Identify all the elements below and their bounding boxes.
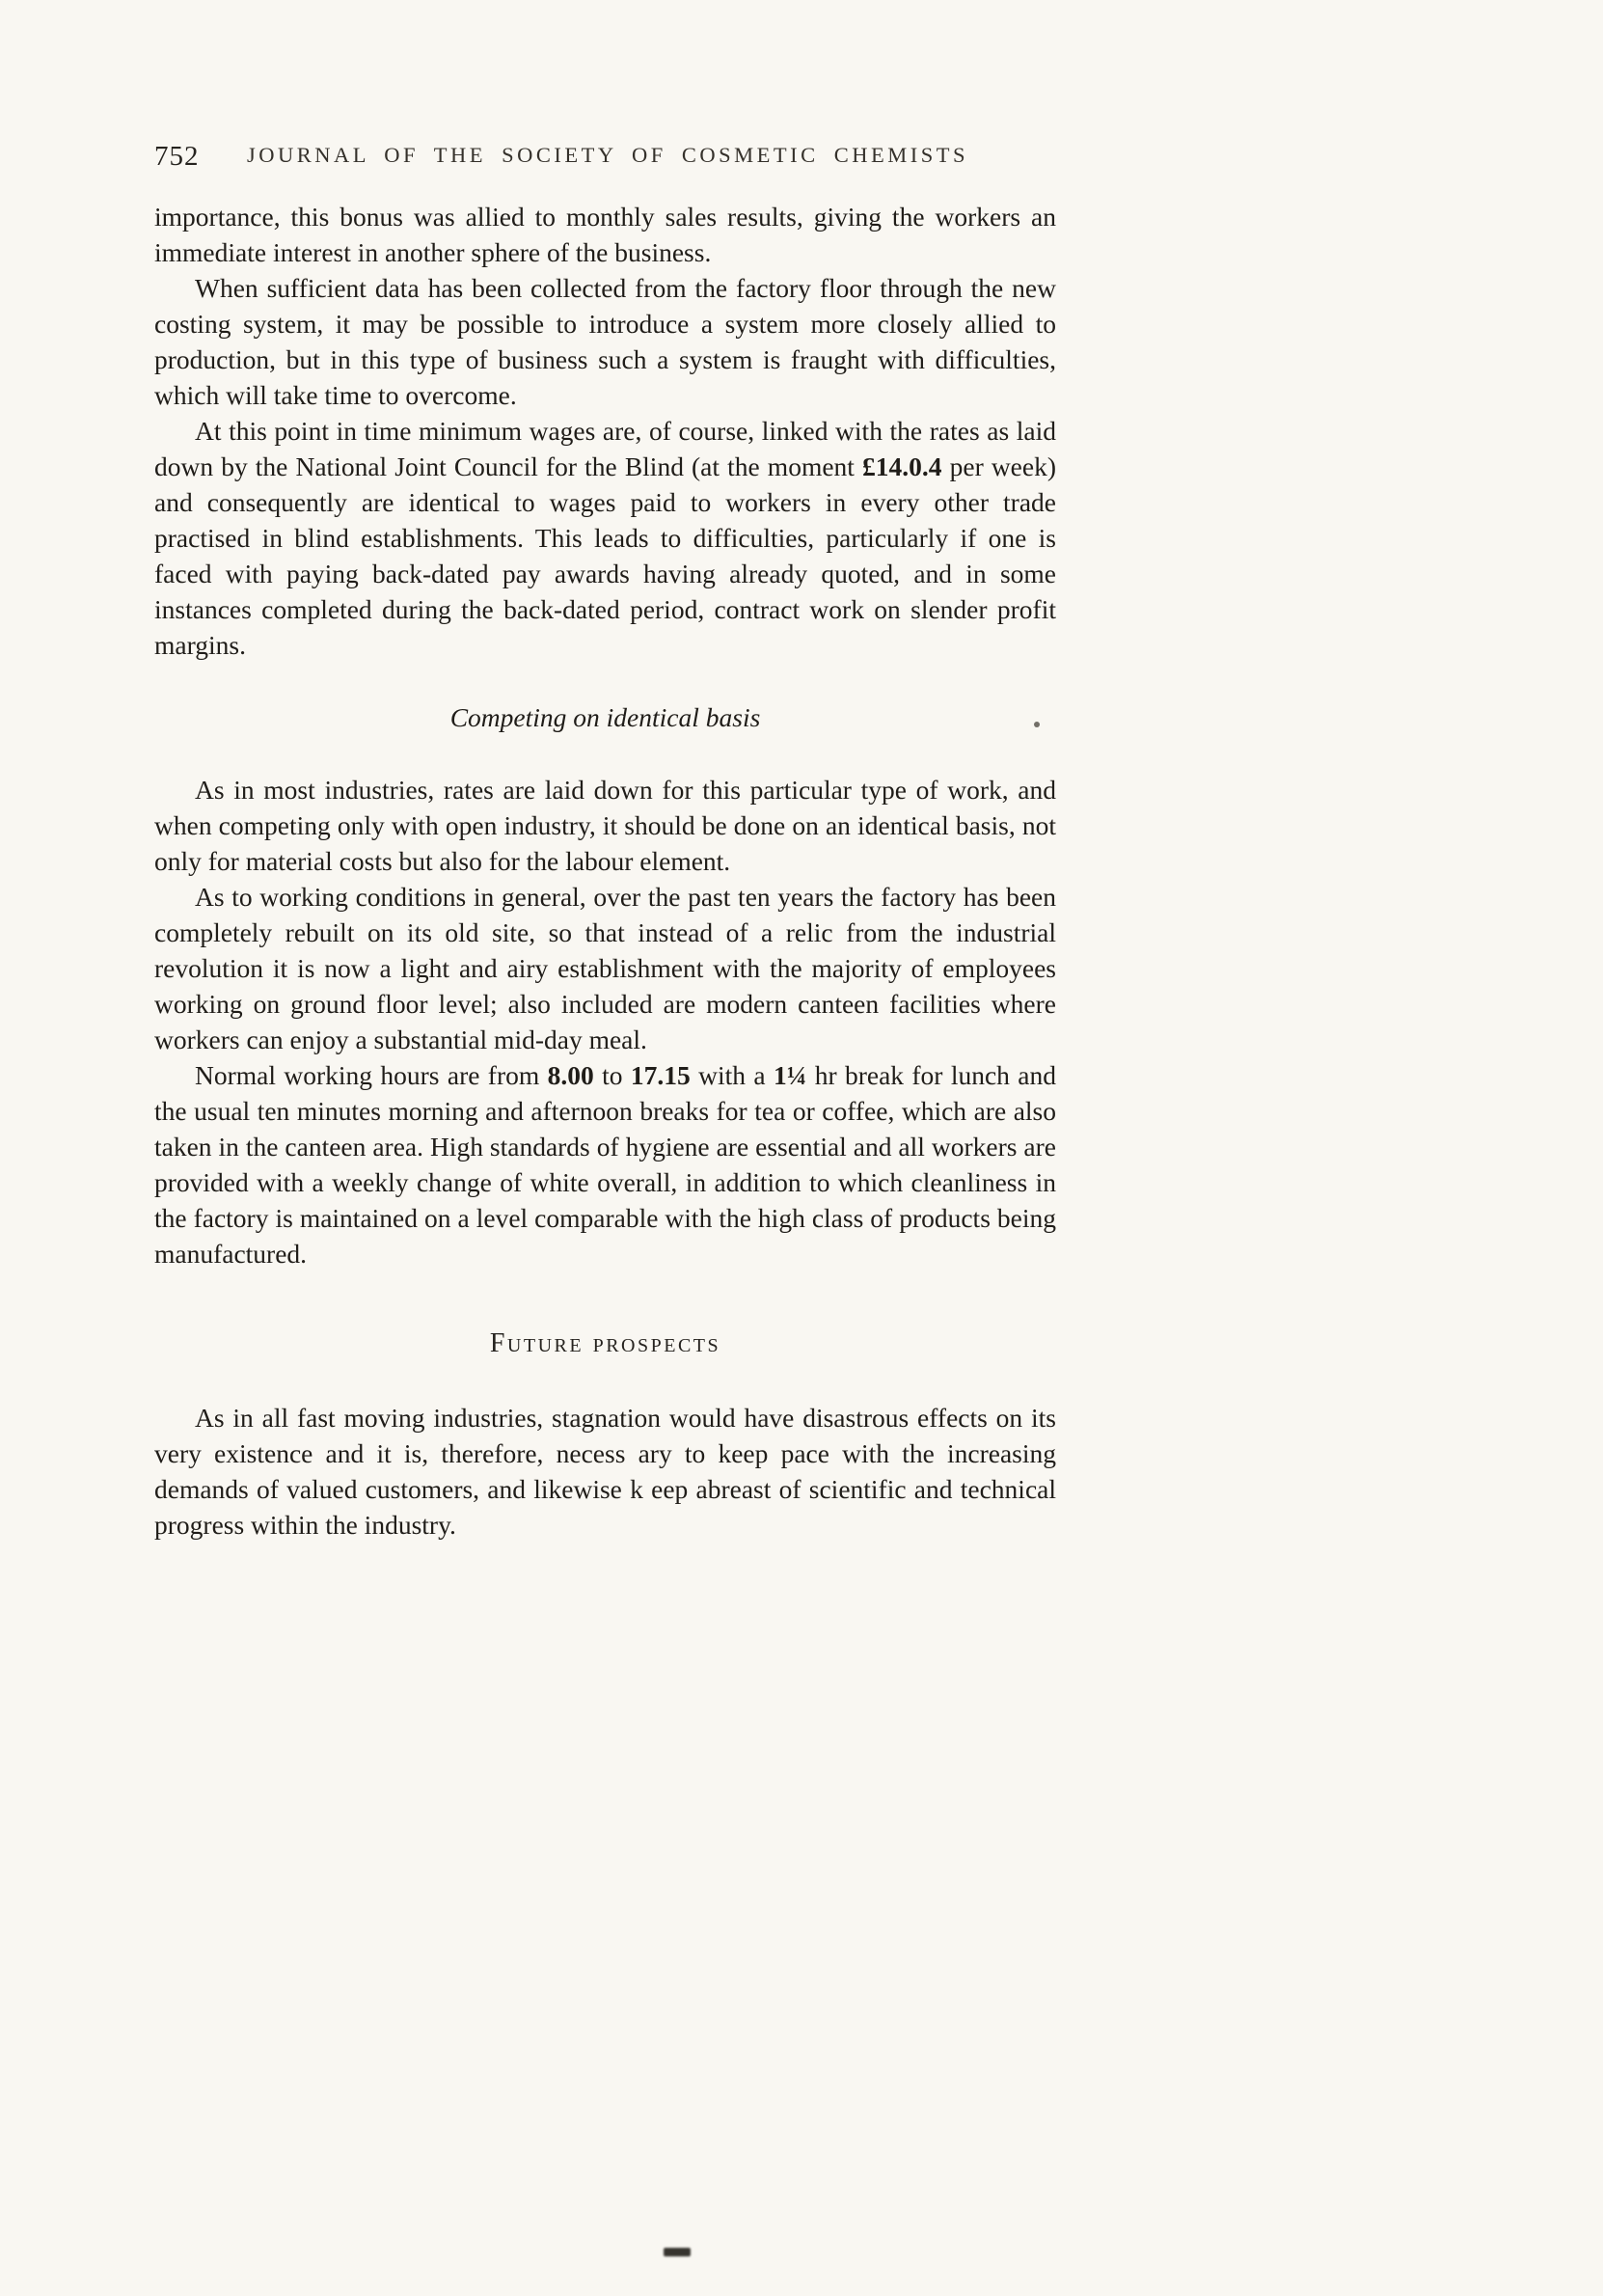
paragraph (154, 1400, 1056, 1543)
bold-text-run: 17.15 (630, 1060, 691, 1090)
text-run: As in all fast moving industries, stagnation would have disastrous effects on its very existence and it is, therefore, necess ary to keep pace with the increasing demands of valued customers, and likewise k eep abreast of scientific and technical progress within the industry. (154, 1403, 1056, 1540)
paragraph (154, 413, 1056, 663)
ink-dot-artifact (1034, 722, 1040, 727)
page-number: 752 (154, 141, 200, 172)
paragraph (154, 270, 1056, 413)
page-header (154, 141, 1061, 172)
paragraph (154, 772, 1056, 879)
section-heading-italic: Competing on identical basis (449, 702, 761, 732)
journal-title: JOURNAL OF THE SOCIETY OF COSMETIC CHEMISTS (247, 143, 968, 167)
paragraph (154, 1057, 1056, 1271)
text-run: Normal working hours are from (195, 1060, 548, 1090)
text-run: When sufficient data has been collected from the factory floor through the new costing system, it may be possible to introduce a system more closely allied to production, but in this type of business such a system is fraught with difficulties, which will take time to overcome. (154, 273, 1056, 410)
text-run: hr break for lunch and the usual ten minutes morning and afternoon breaks for tea or coffee, which are also taken in the canteen area. High standards of hygiene are essential and all workers are provided with a weekly change of white overall, in addition to which cleanliness in the factory is maintained on a level comparable with the high class of products being manufactured. (154, 1060, 1056, 1269)
bold-text-run: 8.00 (547, 1060, 594, 1090)
text-run: As in most industries, rates are laid down for this particular type of work, and when competing only with open industry, it should be done on an identical basis, not only for material costs but also for the labour element. (154, 775, 1056, 876)
bold-text-run: 1¼ (773, 1060, 807, 1090)
text-run: importance, this bonus was allied to monthly sales results, giving the workers an immediate interest in another sphere of the business. (154, 202, 1056, 267)
paragraph (154, 879, 1056, 1057)
article-body (154, 199, 1056, 1543)
section-heading-smallcaps: Future prospects (489, 1328, 721, 1358)
paragraph (154, 199, 1056, 270)
text-run: to (593, 1060, 631, 1090)
text-run: per week) and consequently are identical to wages paid to workers in every other trade practised in blind establishments. This leads to difficulties, particularly if one is faced with paying back-dated pay awards having already quoted, and in some instances completed during the back-dated period, contract work on slender profit margins. (154, 451, 1056, 660)
text-run: As to working conditions in general, over the past ten years the factory has been completely rebuilt on its old site, so that instead of a relic from the industrial revolution it is now a light and airy establishment with the majority of employees working on ground floor level; also included are modern canteen facilities where workers can enjoy a substantial mid-day meal. (154, 882, 1056, 1054)
bold-text-run: £14.0.4 (862, 451, 942, 481)
text-run: with a (690, 1060, 774, 1090)
text-run: At this point in time minimum wages are, of course, linked with the rates as laid down by the National Joint Council for the Blind (at the moment (154, 416, 1056, 481)
scan-mark-artifact (664, 2248, 691, 2256)
